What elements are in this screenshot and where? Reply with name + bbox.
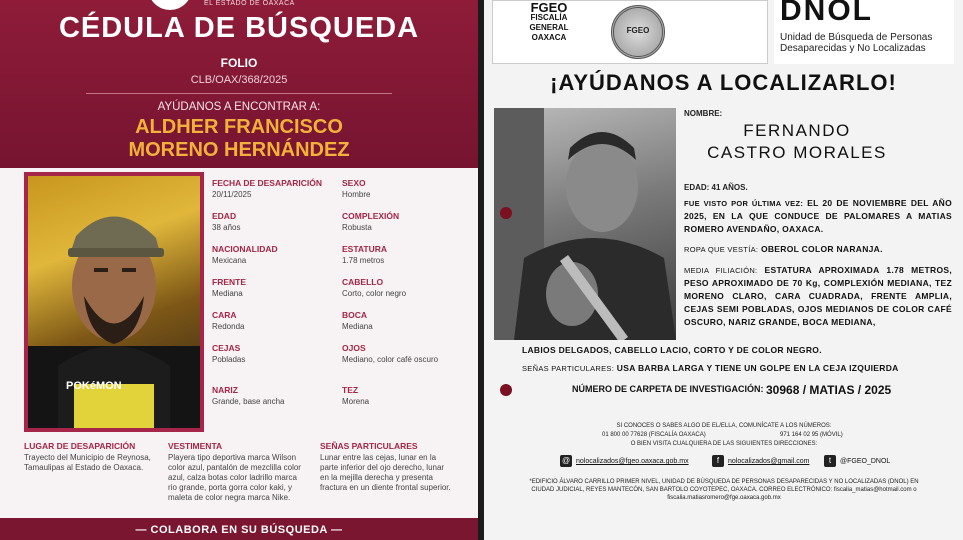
twitter-icon: t (824, 455, 836, 467)
dnol-logo (774, 0, 954, 64)
contact-line-2: O BIEN VISITA CUALQUIERA DE LAS SIGUIENTES DIRECCIONES: (630, 441, 818, 447)
ojos-value: Mediano, color café oscuro (342, 355, 439, 364)
cejas-value: Pobladas (212, 355, 246, 364)
ropa-block (684, 243, 952, 256)
vestimenta-label: VESTIMENTA (168, 441, 223, 451)
frente-label: FRENTE (212, 277, 246, 287)
complexion-value: Robusta (342, 223, 372, 232)
edad-text: EDAD: 41 AÑOS. (684, 183, 748, 192)
state-text: EL ESTADO DE OAXACA (204, 0, 295, 7)
senas-value: Lunar entre las cejas, lunar en la parte inferior del ojo derecho, lunar en la mejilla derecha y presenta fractura en un diente frontal superior. (320, 453, 451, 492)
nombre-value: FERNANDO CASTRO MORALES (707, 121, 887, 162)
ropa-label: ROPA QUE VESTÍA: (684, 245, 759, 254)
senas-block (522, 362, 952, 375)
filiacion-label: MEDIA FILIACIÓN: (684, 266, 758, 275)
phone-1: 01 800 00 77628 (FISCALÍA OAXACA) (602, 432, 706, 438)
email-link[interactable]: nolocalizados@fgeo.oaxaca.gob.mx (576, 458, 689, 465)
lugar-label: LUGAR DE DESAPARICIÓN (24, 441, 136, 451)
bullet-dot (500, 207, 512, 219)
address-text: *EDIFICIO ÁLVARO CARRILLO PRIMER NIVEL, UNIDAD DE BÚSQUEDA DE PERSONAS DESAPARECIDAS Y NO LOCALIZADAS (DNOL) EN CIUDAD JUDICIAL, REYES MANTECÓN, SAN BARTOLO COYOTEPEC, OAXACA. CORREO ELECTRÓNICO: fiscalia_matias@hotmail.com o fiscalia.matiasromero@fge.oaxaca.gob.mx (529, 479, 919, 501)
senas-label: SEÑAS PARTICULARES (320, 441, 418, 451)
vestimenta-value: Playera tipo deportiva marca Wilson color azul, pantalón de mezclilla color azul, calza botas color ladrillo marca rio grande, porta gorra color kaki, y maleta de color negra marca Nike. (168, 453, 301, 502)
web-icon: @ (561, 456, 571, 465)
filiacion-block (684, 264, 952, 329)
cabello-label: CABELLO (342, 277, 384, 287)
phone-2: 971 164 02 95 (MÓVIL) (780, 432, 843, 438)
folio-label: FOLIO (220, 56, 258, 70)
poster-title: CÉDULA DE BÚSQUEDA (58, 12, 420, 44)
name-line-2: MORENO HERNÁNDEZ (128, 139, 350, 161)
edad-label: EDAD (212, 211, 237, 221)
nacionalidad-value: Mexicana (212, 256, 247, 265)
filiacion-value-2: LABIOS DELGADOS, CABELLO LACIO, CORTO Y DE COLOR NEGRO. (522, 345, 822, 355)
help-text: AYÚDANOS A ENCONTRAR A: (157, 101, 321, 113)
person-photo (24, 172, 204, 432)
fgeo-logo (511, 0, 587, 43)
cara-value: Redonda (212, 322, 245, 331)
person-photo-2 (494, 108, 676, 340)
boca-value: Mediana (342, 322, 373, 331)
twitter-handle[interactable]: @FGEO_DNOL (840, 458, 891, 465)
lugar-value: Trayecto del Municipio de Reynosa, Tamaulipas al Estado de Oaxaca. (24, 453, 151, 472)
frente-value: Mediana (212, 289, 243, 298)
missing-person-name (0, 116, 478, 162)
boca-label: BOCA (342, 310, 368, 320)
sexo-label: SEXO (342, 178, 366, 188)
divider (86, 93, 392, 94)
bullet-dot (500, 384, 512, 396)
carpeta-label: NÚMERO DE CARPETA DE INVESTIGACIÓN: (572, 384, 764, 394)
tez-label: TEZ (342, 385, 359, 395)
ojos-label: OJOS (342, 343, 366, 353)
dnol-subtitle: Unidad de Búsqueda de Personas Desaparecidas y No Localizadas (780, 32, 933, 54)
sexo-value: Hombre (342, 190, 371, 199)
fgeo-line-3: OAXACA (531, 33, 567, 42)
facebook-icon: f (712, 455, 724, 467)
fgeo-line-2: GENERAL (529, 23, 569, 32)
visto-value: EL 20 DE NOVIEMBRE DEL AÑO 2025, EN LA QUE CONDUCE DE PALOMARES A MATIAS ROMERO AVENDAÑO, OAXACA. (684, 198, 952, 234)
name-line-1: ALDHER FRANCISCO (135, 116, 343, 138)
fgeo-title: FGEO (530, 0, 568, 15)
cta-heading: ¡AYÚDANOS A LOCALIZARLO! (550, 70, 897, 95)
carpeta-value: 30968 / MATIAS / 2025 (766, 383, 892, 397)
shirt-text: POKéMON (66, 380, 122, 392)
cejas-label: CEJAS (212, 343, 241, 353)
filiacion-value: ESTATURA APROXIMADA 1.78 METROS, PESO APROXIMADO DE 70 Kg, COMPLEXIÓN MEDIANA, TEZ MORENO CLARO, CARA CUADRADA, FRENTE AMPLIA, CEJAS SEMI POBLADAS, OJOS MEDIANOS DE COLOR CAFÉ OSCURO, NARIZ GRANDE, BOCA MEDIANA, (684, 265, 952, 327)
nombre-label: NOMBRE: (684, 109, 723, 118)
search-poster-left (0, 0, 478, 540)
fecha-label: FECHA DE DESAPARICIÓN (212, 178, 323, 188)
cabello-value: Corto, color negro (342, 289, 407, 298)
estatura-value: 1.78 metros (342, 256, 385, 265)
contact-line-1: SI CONOCES O SABES ALGO DE EL/ELLA, COMUNÍCATE A LOS NÚMEROS: (616, 423, 832, 429)
person-silhouette-icon (494, 108, 676, 340)
nacionalidad-label: NACIONALIDAD (212, 244, 278, 254)
poster-footer: — COLABORA EN SU BÚSQUEDA — (0, 518, 478, 540)
ropa-value: OBEROL COLOR NARANJA. (760, 244, 883, 254)
cara-label: CARA (212, 310, 237, 320)
visto-block (684, 197, 952, 236)
senas-label: SEÑAS PARTICULARES: (522, 364, 615, 373)
complexion-label: COMPLEXIÓN (342, 211, 400, 221)
dnol-title: DNOL (780, 0, 873, 27)
estatura-label: ESTATURA (342, 244, 388, 254)
fgeo-badge-icon (611, 5, 665, 59)
visto-label: FUE VISTO POR ÚLTIMA VEZ: (684, 199, 804, 208)
tez-value: Morena (342, 397, 370, 406)
fgeo-line-1: FISCALÍA (530, 13, 568, 22)
edad-value: 38 años (212, 223, 241, 232)
badge-text: FGEO (626, 26, 650, 35)
facebook-link[interactable]: nolocalizados@gmail.com (728, 458, 810, 465)
logos-box (492, 0, 768, 64)
search-poster-right (484, 0, 963, 540)
nariz-label: NARIZ (212, 385, 238, 395)
folio-value: CLB/OAX/368/2025 (190, 74, 288, 86)
senas-value: USA BARBA LARGA Y TIENE UN GOLPE EN LA CEJA IZQUIERDA (616, 363, 899, 373)
fecha-value: 20/11/2025 (212, 190, 252, 199)
nariz-value: Grande, base ancha (212, 397, 285, 406)
